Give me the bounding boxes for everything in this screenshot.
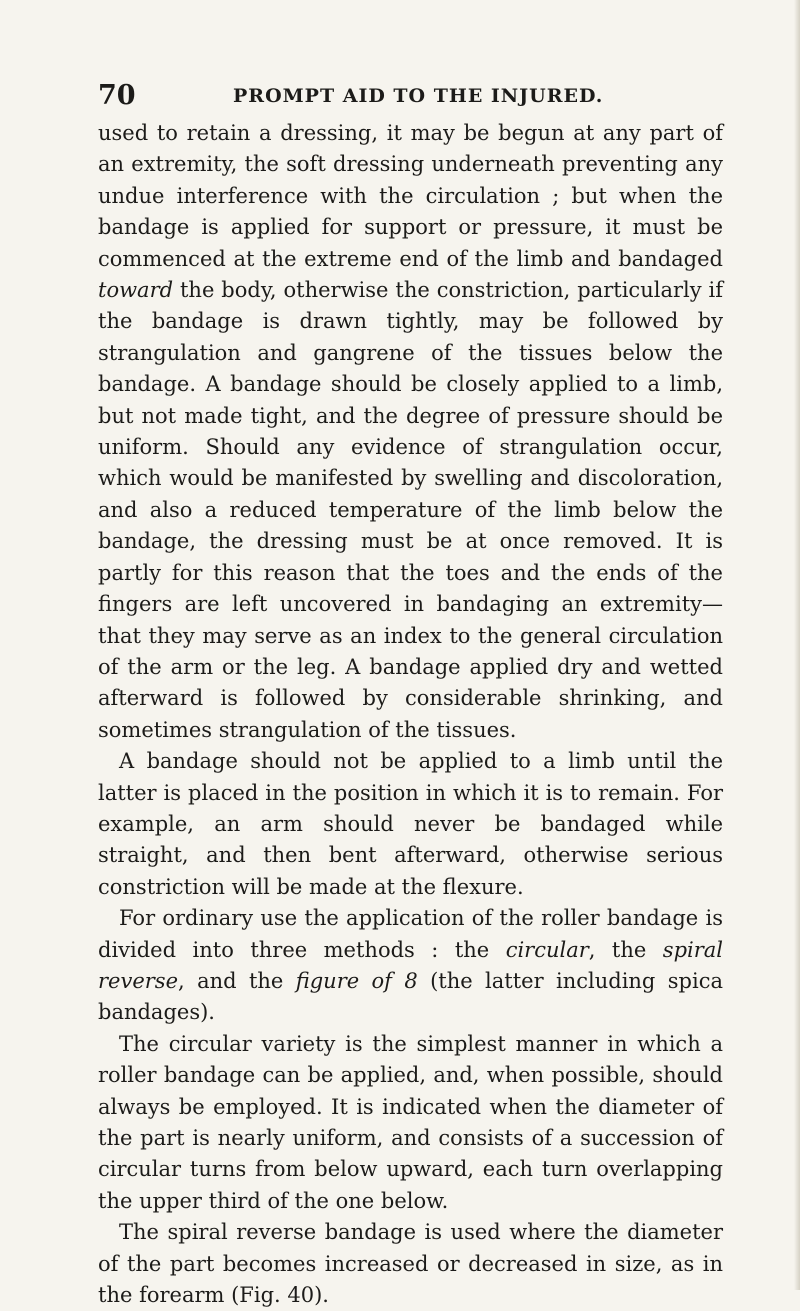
- running-head: PROMPT AID TO THE INJURED.: [233, 85, 604, 107]
- text-segment: used to retain a dressing, it may be begun at any part of an extremity, the soft dressing underneath preventing any undue interference with the circulation ; but when the bandage is applied for support or pressure, it must be commenced at the extreme end of the limb and bandaged: [98, 121, 723, 271]
- text-segment: , the: [588, 937, 663, 962]
- text-segment: (the latter including spica bandages).: [98, 968, 723, 1025]
- paragraph-4: [98, 1029, 723, 1217]
- emphasis-toward: toward: [98, 278, 174, 303]
- text-segment: , and the: [178, 968, 296, 993]
- emphasis-spiral-reverse: spiral reverse: [98, 937, 724, 993]
- text-segment: A bandage should not be applied to a limb until the latter is placed in the position in which it is to remain. For example, an arm should never be bandaged while straight, and then bent afterward, otherwise serious constriction will be made at the flexure.: [98, 749, 723, 899]
- body-text: [98, 118, 724, 1308]
- emphasis-figure-of-8: figure of 8: [295, 968, 418, 993]
- emphasis-circular: circular: [505, 937, 589, 962]
- paragraph-3: [98, 903, 723, 1029]
- text-segment: The circular variety is the simplest manner in which a roller bandage can be applied, and, when possible, should always be employed. It is indicated when the diameter of the part is nearly uniform, and consists of a succession of circular turns from below upward, each turn overlapping the upper third of the one below.: [98, 1031, 723, 1213]
- page-edge-shadow: [794, 0, 800, 1290]
- text-segment: The spiral reverse bandage is used where the diameter of the part becomes increased or decreased in size, as in the forearm (Fig. 40).: [98, 1220, 723, 1308]
- page-number: 70: [98, 80, 136, 111]
- text-segment: the body, otherwise the constriction, particularly if the bandage is drawn tightly, may be followed by strangulation and gangrene of the tissues below the bandage. A bandage should be closely applied to a limb, but not made tight, and the degree of pressure should be uniform. Should any evidence of strangulation occur, which would be manifested by swelling and discoloration, and also a reduced temperature of the limb below the bandage, the dressing must be at once removed. It is partly for this reason that the toes and the ends of the fingers are left uncovered in bandaging an extremity—that they may serve as an index to the general circulation of the arm or the leg. A bandage applied dry and wetted afterward is followed by considerable shrinking, and sometimes strangulation of the tissues.: [98, 278, 723, 742]
- paragraph-2: [98, 746, 723, 903]
- page-header: [98, 80, 723, 114]
- paragraph-1: [98, 118, 723, 746]
- text-segment: For ordinary use the application of the roller bandage is divided into three methods : the: [98, 906, 723, 962]
- paragraph-5: [98, 1217, 723, 1311]
